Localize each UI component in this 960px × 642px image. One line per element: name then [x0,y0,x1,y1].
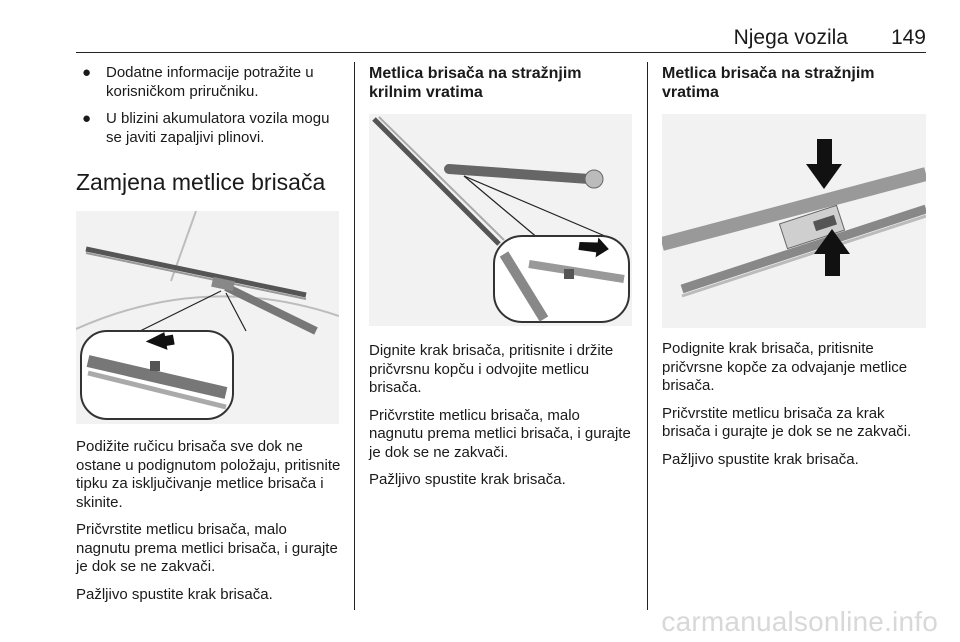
list-item-text: Dodatne informacije potražite u korisničkom priručniku. [106,64,314,100]
wiper-blade-illustration [369,114,632,326]
column-1 [76,64,344,613]
section-heading: Zamjena metlice brisača [76,169,326,195]
wiper-blade-illustration [76,211,339,424]
column-2 [369,64,637,499]
section-title: Njega vozila [733,26,848,49]
paragraph: Pažljivo spustite krak brisača. [369,471,566,488]
bullet-icon: ● [82,64,92,81]
list-item-text: U blizini akumulatora vozila mogu se javiti zapaljivi plinovi. [106,110,330,146]
paragraph: Podižite ručicu brisača sve dok ne ostane u podignutom položaju, pritisnite tipku za isključivanje metlice brisača i skinite. [76,438,341,511]
paragraph: Pažljivo spustite krak brisača. [76,585,273,603]
bullet-list [76,64,344,147]
paragraph: Podignite krak brisača, pritisnite pričvrsne kopče za odvajanje metlice brisača. [662,340,908,394]
section-heading: Metlica brisača na stražnjim vratima [662,65,875,101]
paragraph: Pažljivo spustite krak brisača. [662,450,859,468]
list-item [76,110,344,147]
paragraph: Pričvrstite metlicu brisača, malo nagnutu prema metlici brisača, i gurajte je dok se ne zakvači. [76,521,338,575]
column-divider [354,62,355,610]
column-3 [662,64,930,478]
paragraph: Pričvrstite metlicu brisača za krak brisača i gurajte je dok se ne zakvači. [662,404,912,440]
watermark: carmanualsonline.info [661,606,938,637]
paragraph: Pričvrstite metlicu brisača, malo nagnutu prema metlici brisača, i gurajte je dok se ne zakvači. [369,406,631,461]
wiper-blade-illustration [662,114,926,328]
section-heading: Metlica brisača na stražnjim krilnim vratima [369,65,582,101]
page-header [76,26,926,52]
rear-door-wiper-icon [662,114,926,328]
list-item [76,64,344,101]
paragraph: Dignite krak brisača, pritisnite i držite pričvrsnu kopču i odvojite metlicu brisača. [369,342,614,396]
windscreen-wiper-icon [76,211,339,424]
rear-wiper-icon [369,114,632,326]
bullet-icon: ● [82,110,92,127]
page-number: 149 [890,26,926,49]
column-divider [647,62,648,610]
header-rule [76,52,926,53]
